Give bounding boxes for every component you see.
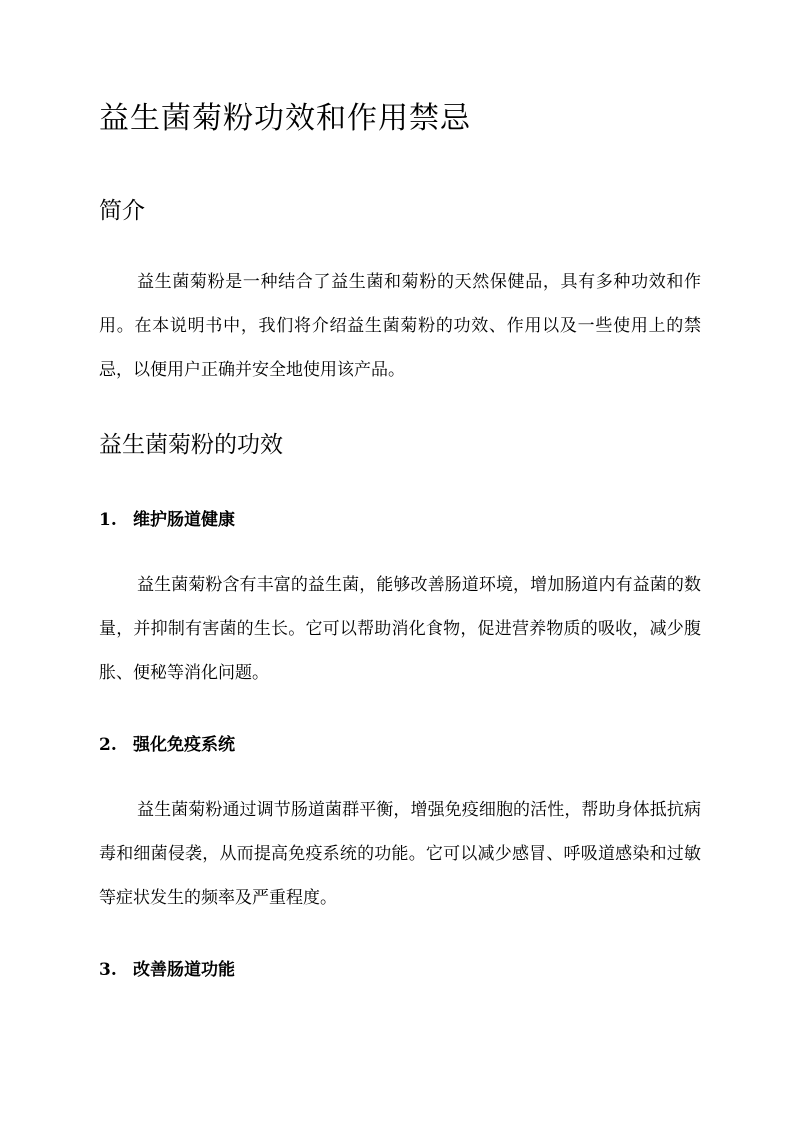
effect-2-number: 2. [99, 735, 117, 755]
effect-1-number: 1. [99, 510, 117, 530]
effects-heading: 益生菌菊粉的功效 [99, 432, 283, 458]
effect-2-paragraph: 益生菌菊粉通过调节肠道菌群平衡，增强免疫细胞的活性，帮助身体抵抗病毒和细菌侵袭，从而提高免疫系统的功能。它可以减少感冒、呼吸道感染和过敏等症状发生的频率及严重程度。 [99, 800, 701, 908]
effect-3-number: 3. [99, 960, 117, 980]
intro-heading: 简介 [99, 198, 145, 224]
effect-2-heading [99, 732, 235, 758]
effect-2-title: 强化免疫系统 [133, 735, 235, 755]
effect-1-title: 维护肠道健康 [133, 510, 235, 530]
effect-1-heading [99, 507, 235, 533]
effect-1-paragraph: 益生菌菊粉含有丰富的益生菌，能够改善肠道环境，增加肠道内有益菌的数量，并抑制有害菌的生长。它可以帮助消化食物，促进营养物质的吸收，减少腹胀、便秘等消化问题。 [99, 575, 701, 683]
document-title: 益生菌菊粉功效和作用禁忌 [99, 101, 471, 136]
effect-3-heading [99, 957, 235, 983]
intro-paragraph: 益生菌菊粉是一种结合了益生菌和菊粉的天然保健品，具有多种功效和作用。在本说明书中，我们将介绍益生菌菊粉的功效、作用以及一些使用上的禁忌，以便用户正确并安全地使用该产品。 [99, 272, 701, 380]
effect-3-title: 改善肠道功能 [133, 960, 235, 980]
